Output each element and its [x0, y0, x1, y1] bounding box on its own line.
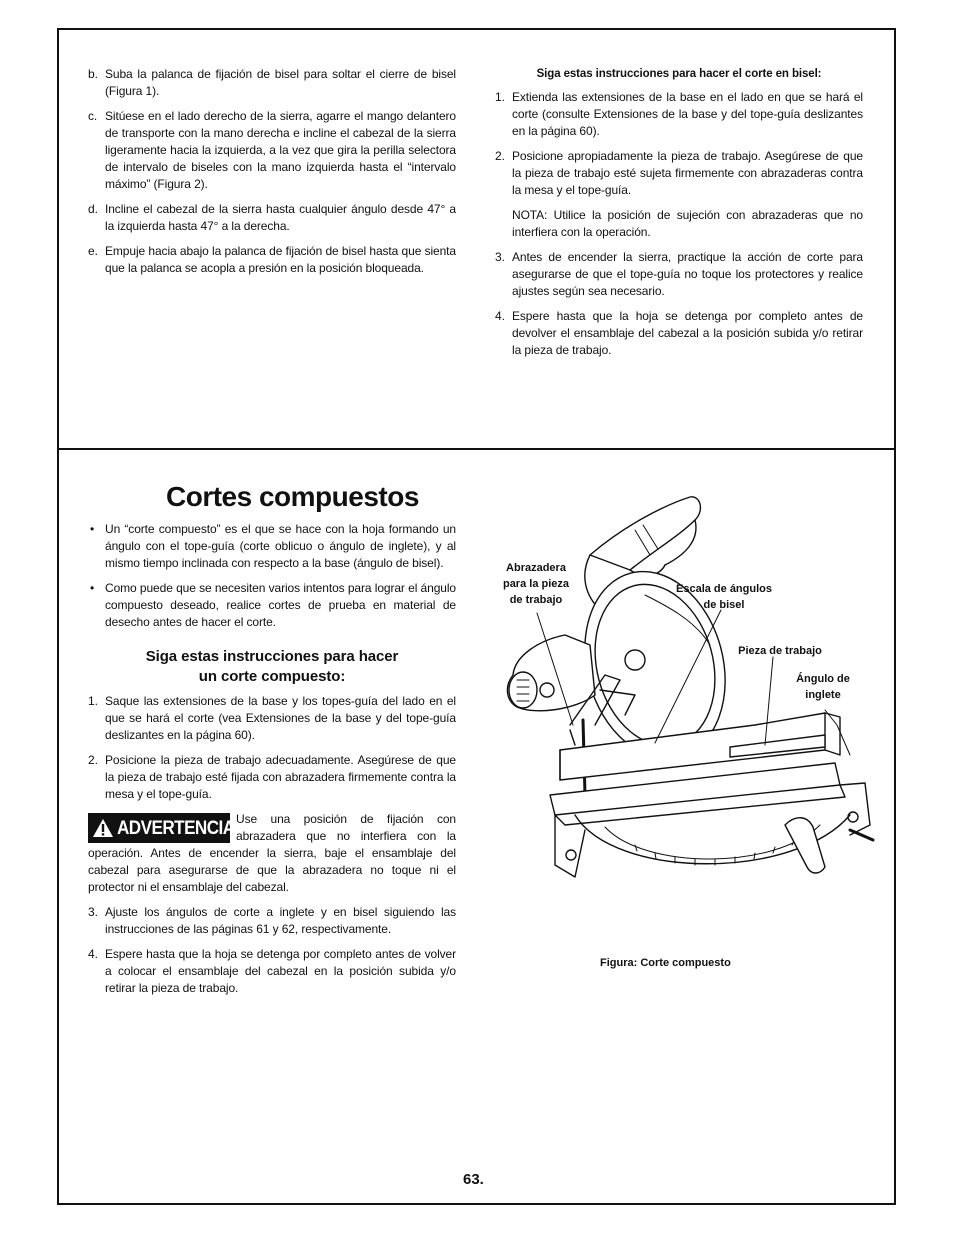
item-text: Extienda las extensiones de la base en el lado en que se hará el corte (consulte Extensiones de la base y del tope-guía deslizantes en la página 60). [512, 90, 863, 138]
warning-label: ADVERTENCIA [117, 817, 235, 839]
warning-triangle-icon [92, 818, 114, 838]
item-label: 2. [88, 753, 98, 767]
list-item [88, 752, 456, 803]
item-label: 2. [495, 149, 505, 163]
item-label: 4. [88, 947, 98, 961]
warning-block [88, 811, 456, 896]
page-number: 63. [463, 1171, 484, 1188]
subheading-line: Siga estas instrucciones para hacer [145, 648, 399, 665]
item-text: Espere hasta que la hoja se detenga por completo antes de volver a colocar el ensamblaje del cabezal en la posición subida y/o retirar la pieza de trabajo. [105, 947, 456, 995]
list-item [88, 108, 456, 193]
bullet-dot: • [90, 581, 95, 595]
callout-line: de bisel [703, 599, 745, 611]
callout-line: Escala de ángulos [676, 583, 772, 595]
item-label: 1. [495, 90, 505, 104]
item-text: Saque las extensiones de la base y los topes-guía del lado en el que se hará el corte (vea Extensiones de la base y del tope-guía deslizantes en la página 60). [105, 694, 456, 742]
item-text: Ajuste los ángulos de corte a inglete y en bisel siguiendo las instrucciones de las páginas 61 y 62, respectivamente. [105, 905, 456, 936]
item-text: Empuje hacia abajo la palanca de fijación de bisel hasta que sienta que la palanca se acopla a presión en la posición bloqueada. [105, 244, 456, 275]
bullet-text: Un “corte compuesto” es el que se hace con la hoja formando un ángulo con el tope-guía (corte oblicuo o ángulo de inglete), y al mismo tiempo inclinada con respecto a la base (ángulo de bisel). [105, 522, 456, 570]
subheading-line: un corte compuesto: [198, 668, 346, 685]
bullet-item [88, 521, 456, 572]
item-text: Incline el cabezal de la sierra hasta cualquier ángulo desde 47° a la izquierda hasta 47° a la derecha. [105, 202, 456, 233]
item-label: 4. [495, 309, 505, 323]
compound-instructions-heading [88, 647, 456, 687]
note-text: NOTA: Utilice la posición de sujeción con abrazaderas que no interfiera con la operación. [512, 208, 863, 239]
top-right-column [495, 66, 863, 367]
top-left-column [88, 66, 456, 285]
item-label: 3. [495, 250, 505, 264]
item-label: 3. [88, 905, 98, 919]
item-label: b. [88, 67, 98, 81]
bevel-instructions-heading: Siga estas instrucciones para hacer el corte en bisel: [536, 68, 822, 80]
list-item [495, 249, 863, 300]
callout-line: para la pieza [502, 578, 570, 590]
list-item [88, 904, 456, 938]
list-item [88, 946, 456, 997]
callout-workpiece: Pieza de trabajo [738, 645, 822, 657]
item-label: 1. [88, 694, 98, 708]
item-label: c. [88, 109, 98, 123]
callout-clamp [492, 560, 580, 608]
callout-line: Ángulo de [796, 673, 850, 685]
callout-miter-angle [788, 671, 858, 703]
callout-line: Abrazadera [506, 562, 566, 574]
bullet-text: Como puede que se necesiten varios intentos para lograr el ángulo compuesto deseado, realice cortes de prueba en material de desecho antes de hacer el corte. [105, 581, 456, 629]
item-text: Sitúese en el lado derecho de la sierra, agarre el mango delantero de transporte con la mano derecha e incline el cabezal de la sierra ligeramente hacia la izquierda, a la vez que gira la perilla selectora de intervalo de biseles con la mano izquierda hasta el “intervalo máximo” (Figura 2). [105, 109, 456, 191]
figure-caption: Figura: Corte compuesto [600, 957, 731, 969]
callout-bevel-scale [666, 581, 782, 613]
item-text: Posicione apropiadamente la pieza de trabajo. Asegúrese de que la pieza de trabajo esté sujeta firmemente con abrazaderas contra la mesa y el tope-guía. [512, 149, 863, 197]
section-title: Cortes compuestos [166, 481, 419, 512]
list-item [88, 201, 456, 235]
item-label: e. [88, 244, 98, 258]
bullet-dot: • [90, 522, 95, 536]
warning-badge [88, 813, 235, 843]
item-text: Espere hasta que la hoja se detenga por completo antes de devolver el ensamblaje del cabezal a la posición subida y/o retirar la pieza de trabajo. [512, 309, 863, 357]
item-text: Posicione la pieza de trabajo adecuadamente. Asegúrese de que la pieza de trabajo esté fijada con abrazadera firmemente contra la mesa y el tope-guía. [105, 753, 456, 801]
list-item [495, 308, 863, 359]
list-item [495, 89, 863, 140]
callout-line: inglete [805, 689, 841, 701]
callout-line: de trabajo [509, 594, 563, 606]
list-item [88, 243, 456, 277]
list-item [495, 148, 863, 199]
item-label: d. [88, 202, 98, 216]
warning-text: Use una posición de fijación con abrazadera que no interfiera con la operación. Antes de encender la sierra, baje el ensamblaje del cabezal para asegurarse de que la abrazadera no toque ni el protector ni el ensamblaje del cabezal. [88, 812, 456, 894]
list-item [88, 66, 456, 100]
list-item [88, 693, 456, 744]
section-divider [57, 448, 896, 450]
item-text: Suba la palanca de fijación de bisel para soltar el cierre de bisel (Figura 1). [105, 67, 456, 98]
bottom-left-column [88, 521, 456, 1005]
item-text: Antes de encender la sierra, practique la acción de corte para asegurarse de que el tope-guía no toque los protectores y realice ajustes según sea necesario. [512, 250, 863, 298]
bullet-item [88, 580, 456, 631]
